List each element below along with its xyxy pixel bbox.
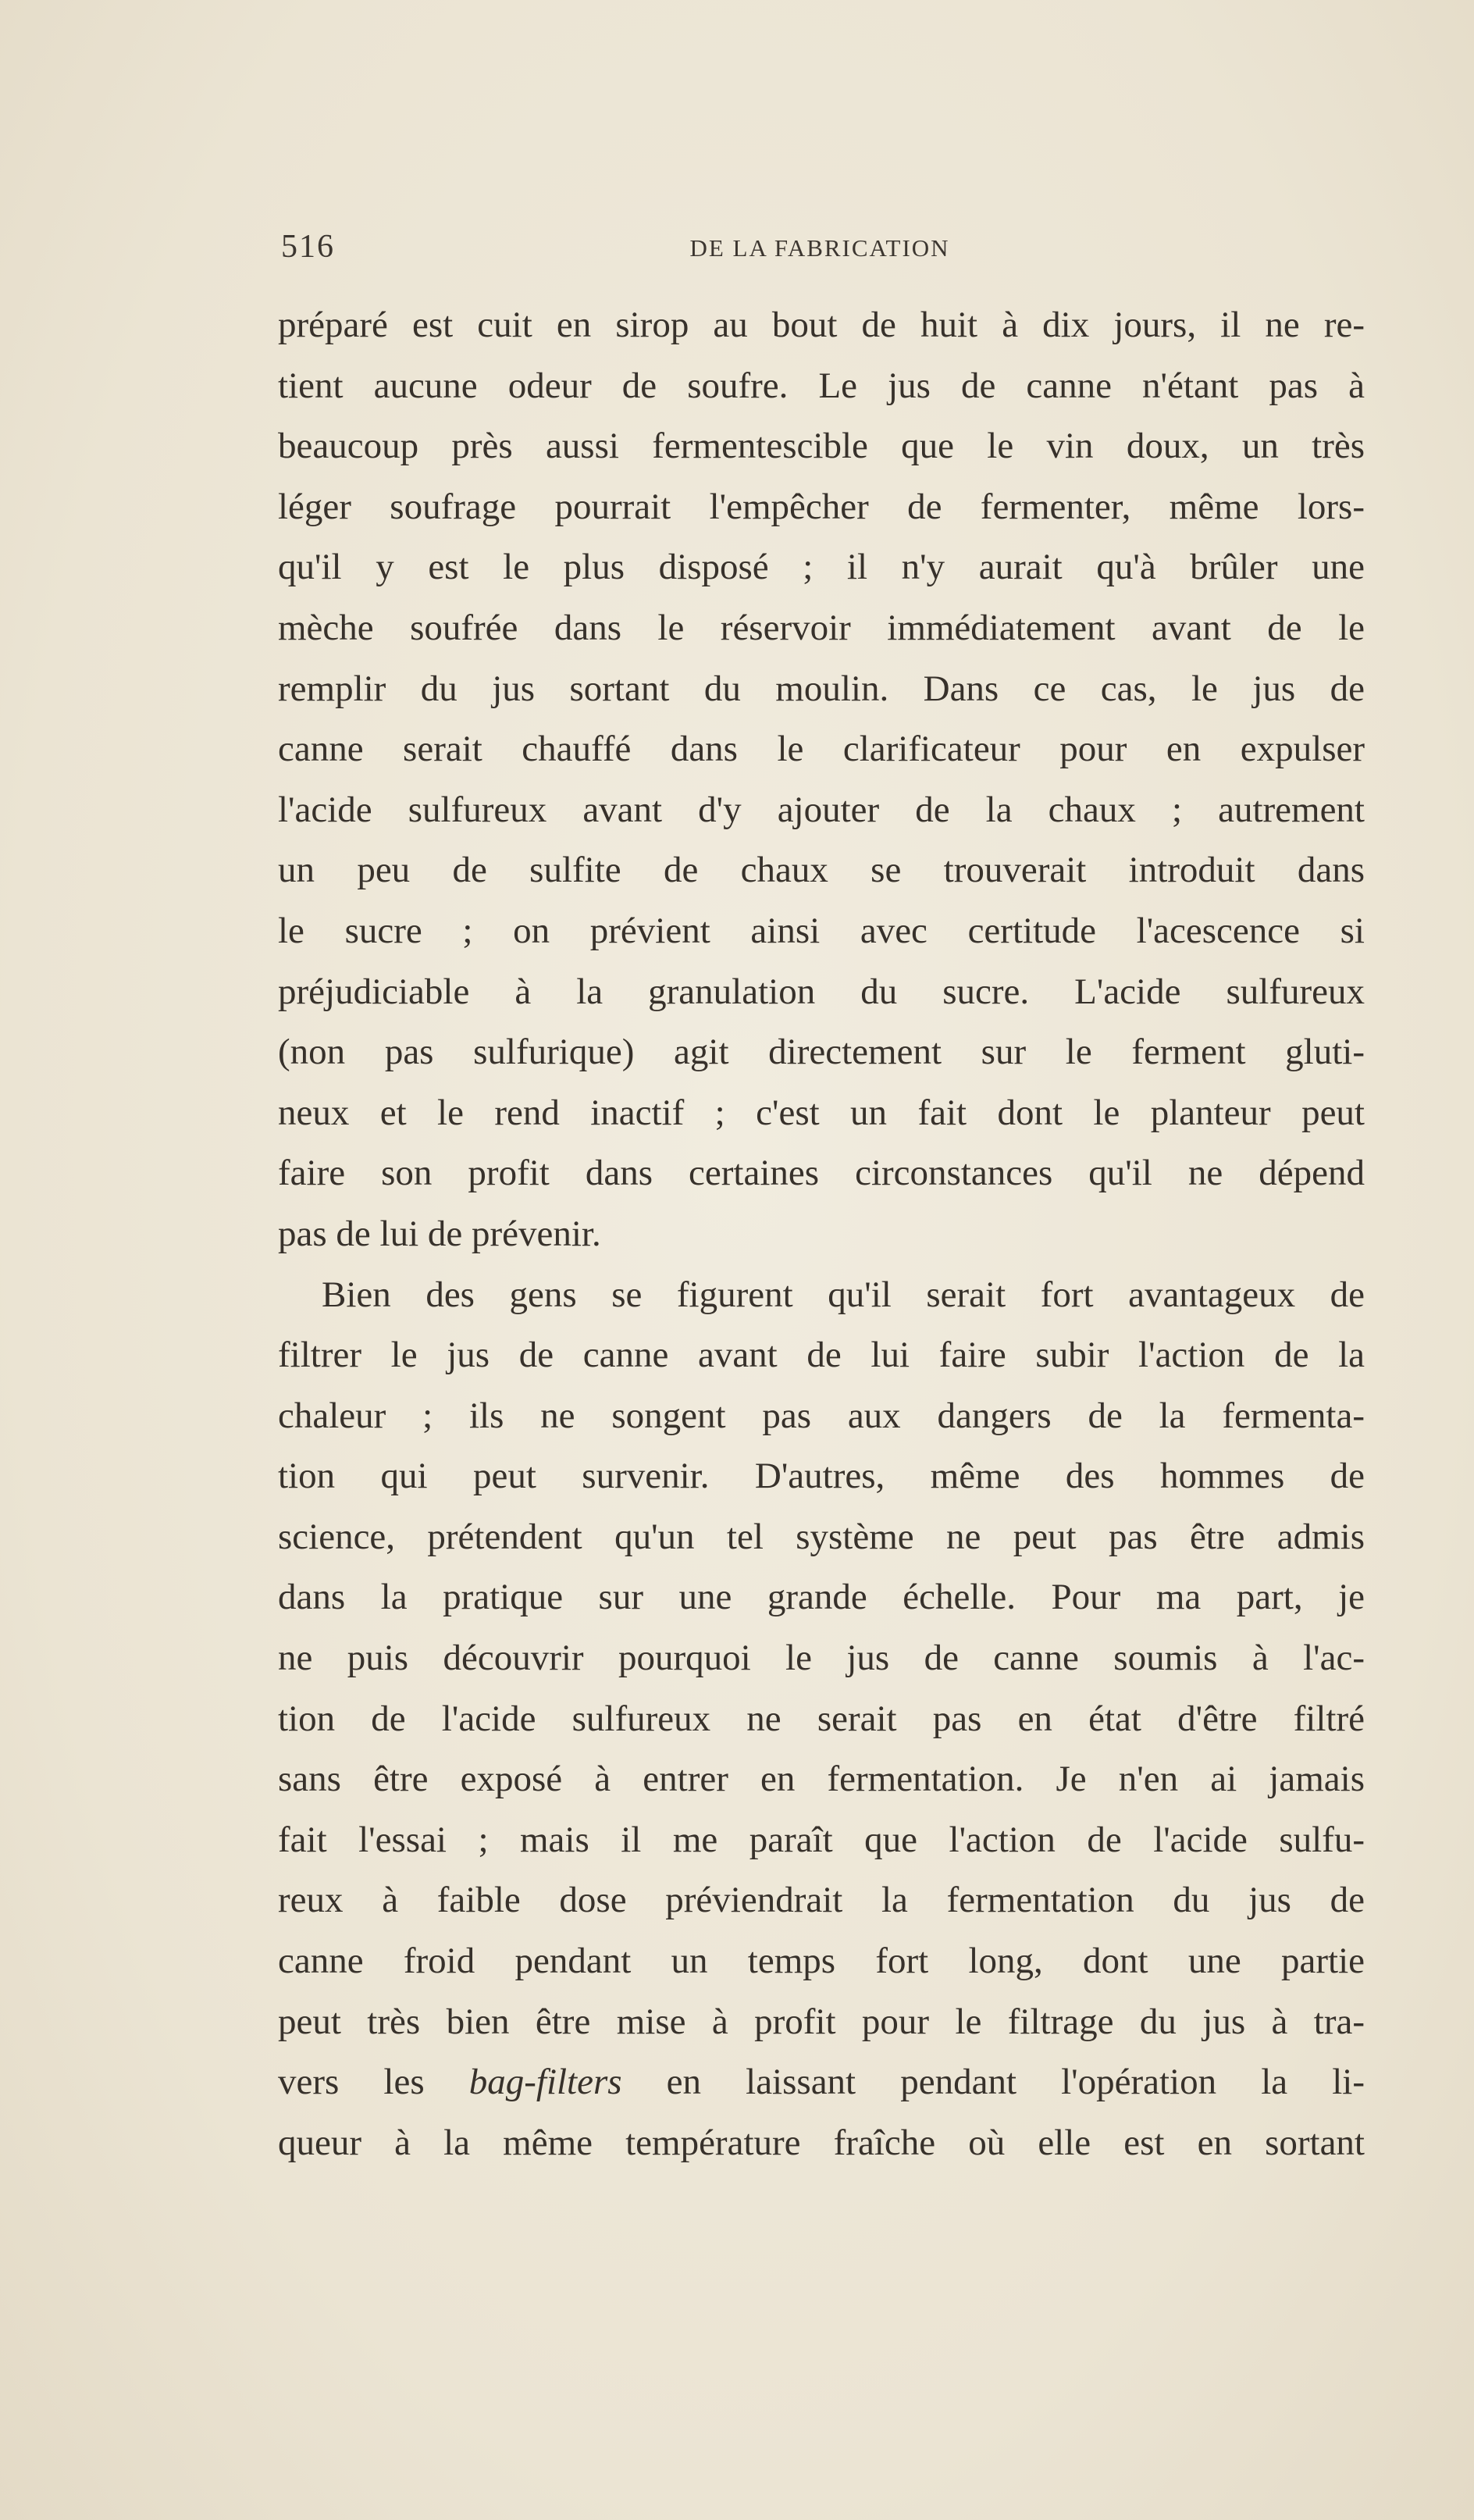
text-line: fait l'essai ; mais il me paraît que l'action de l'acide sulfu- — [278, 1819, 1365, 1860]
text-line: tion de l'acide sulfureux ne serait pas en état d'être filtré — [278, 1698, 1365, 1739]
text-line: préparé est cuit en sirop au bout de huit à dix jours, il ne re- — [278, 305, 1365, 345]
text-line: canne serait chauffé dans le clarificateur pour en expulser — [278, 729, 1365, 770]
text-line: remplir du jus sortant du moulin. Dans ce cas, le jus de — [278, 668, 1365, 709]
text-line: dans la pratique sur une grande échelle. Pour ma part, je — [278, 1577, 1365, 1618]
text-line: qu'il y est le plus disposé ; il n'y aurait qu'à brûler une — [278, 547, 1365, 588]
text-line: tion qui peut survenir. D'autres, même des hommes de — [278, 1456, 1365, 1497]
text-line: filtrer le jus de canne avant de lui faire subir l'action de la — [278, 1335, 1365, 1376]
text-line: faire son profit dans certaines circonstances qu'il ne dépend — [278, 1153, 1365, 1194]
text-line: le sucre ; on prévient ainsi avec certitude l'acescence si — [278, 910, 1365, 951]
text-line: queur à la même température fraîche où elle est en sortant — [278, 2122, 1365, 2163]
text-line-with-italic — [278, 2052, 1365, 2113]
italic-term: bag-filters — [468, 2062, 622, 2103]
text-line: léger soufrage pourrait l'empêcher de fermenter, même lors- — [278, 486, 1365, 527]
text-line: préjudiciable à la granulation du sucre. L'acide sulfureux — [278, 971, 1365, 1012]
text-line: mèche soufrée dans le réservoir immédiatement avant de le — [278, 607, 1365, 648]
paragraph-first-line: Bien des gens se figurent qu'il serait fort avantageux de — [322, 1274, 1365, 1315]
text-line: reux à faible dose préviendrait la fermentation du jus de — [278, 1880, 1365, 1921]
text-line: un peu de sulfite de chaux se trouverait introduit dans — [278, 850, 1365, 891]
text-line: sans être exposé à entrer en fermentation. Je n'en ai jamais — [278, 1759, 1365, 1800]
text-line: neux et le rend inactif ; c'est un fait dont le planteur peut — [278, 1092, 1365, 1133]
text-line: l'acide sulfureux avant d'y ajouter de la chaux ; autrement — [278, 789, 1365, 830]
text-line: beaucoup près aussi fermentescible que le vin doux, un très — [278, 426, 1365, 467]
running-head: DE LA FABRICATION — [689, 234, 950, 262]
text-line: chaleur ; ils ne songent pas aux dangers de la fermenta- — [278, 1395, 1365, 1436]
text-line: tient aucune odeur de soufre. Le jus de canne n'étant pas à — [278, 365, 1365, 406]
page-number: 516 — [281, 229, 335, 265]
body-text — [278, 295, 1365, 2173]
text-line: canne froid pendant un temps fort long, dont une partie — [278, 1941, 1365, 1982]
text-line: science, prétendent qu'un tel système ne peut pas être admis — [278, 1516, 1365, 1557]
text-fragment: en laissant pendant l'opération la li- — [666, 2062, 1365, 2103]
paragraph-last-line: pas de lui de prévenir. — [278, 1213, 601, 1254]
text-fragment: vers les — [278, 2062, 425, 2103]
page-header — [281, 228, 1358, 275]
text-line: (non pas sulfurique) agit directement sur le ferment gluti- — [278, 1032, 1365, 1073]
text-line: peut très bien être mise à profit pour le filtrage du jus à tra- — [278, 2001, 1365, 2042]
text-line: ne puis découvrir pourquoi le jus de canne soumis à l'ac- — [278, 1638, 1365, 1679]
